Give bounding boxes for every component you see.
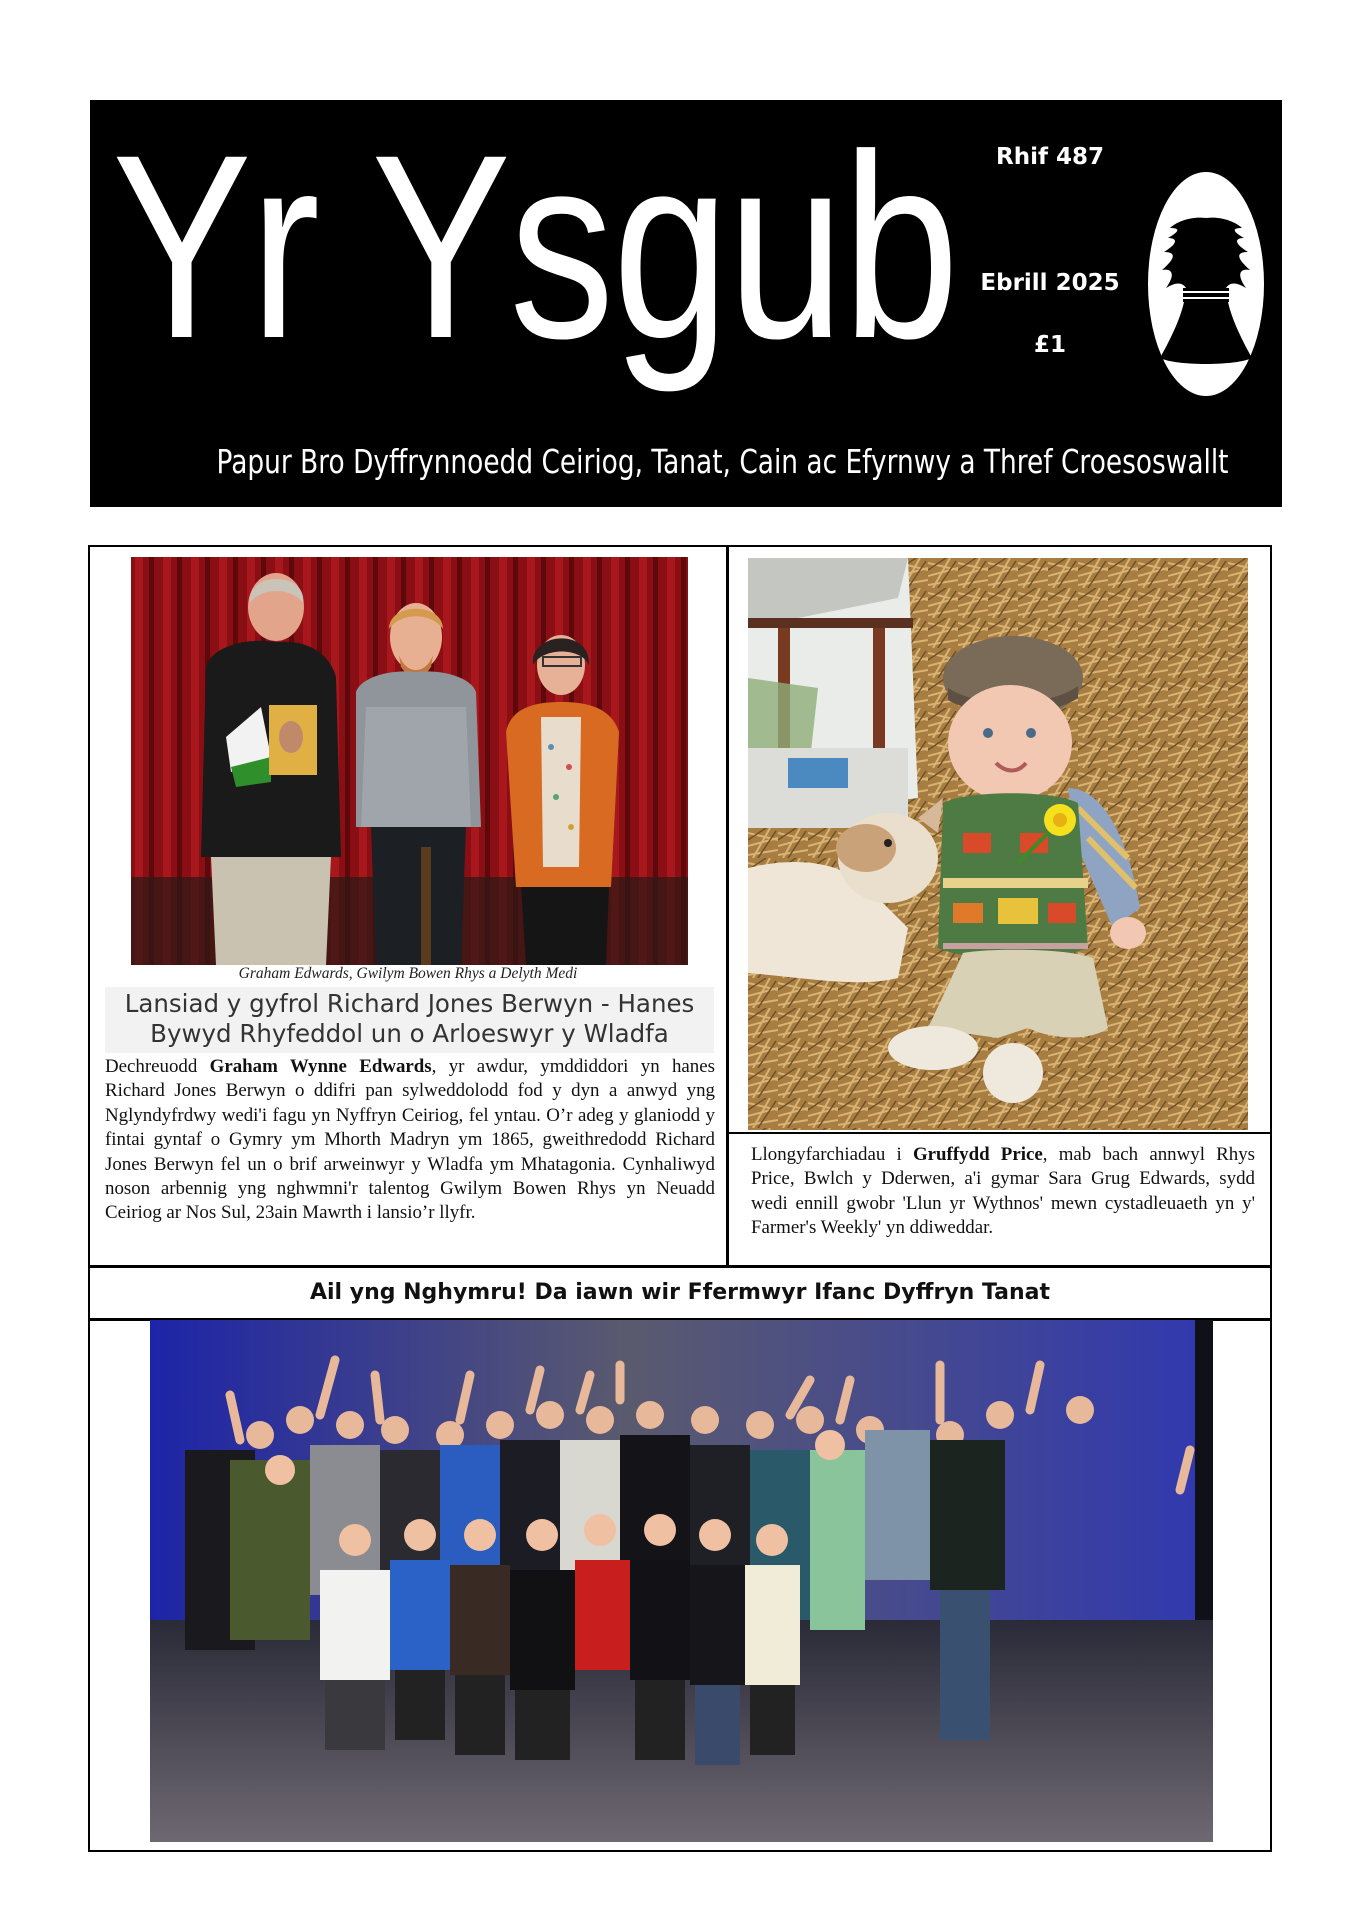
wheat-sheaf-icon — [1146, 170, 1266, 398]
article-body: Dechreuodd Graham Wynne Edwards, yr awdur, ymddiddori yn hanes Richard Jones Berwyn o ddifri pan sylweddolodd fod y dyn a anwyd yng Nglyndyfrdwy wedi'i fagu yn Nyffryn Ceiriog, fel yntau. O’r adeg y glaniodd y fintai gyntaf o Gymry ym Mhorth Madryn ym 1865, gweithredodd Richard Jones Berwyn fel un o brif arweinwyr y Wladfa ym Mhatagonia. Cynhaliwyd noson arbennig yng nghwmni'r talentog Gwilym Bowen Rhys yn Neuadd Ceiriog ar Nos Sul, 23ain Mawrth i lansio’r llyfr. — [105, 1056, 715, 1224]
article-body: Llongyfarchiadau i Gruffydd Price, mab bach annwyl Rhys Price, Bwlch y Dderwen, a'i gymar Sara Grug Edwards, sydd wedi ennill gwobr 'Llun yr Wythnos' mewn cystadleuaeth yn y' Farmer's Weekly' yn ddiweddar. — [751, 1144, 1256, 1239]
young-farmers-group-photo — [150, 1320, 1213, 1842]
column-divider — [726, 547, 729, 1265]
book-launch-photo — [131, 557, 688, 965]
author-name: Graham Wynne Edwards — [209, 1056, 432, 1077]
publication-subtitle: Papur Bro Dyffrynnoedd Ceiriog, Tanat, Cain ac Efyrnwy a Thref Croesoswallt — [216, 442, 1229, 481]
front-page-content — [88, 545, 1272, 1852]
caption-divider — [728, 1132, 1270, 1134]
article-headline: Ail yng Nghymru! Da iawn wir Ffermwyr Ifanc Dyffryn Tanat — [309, 1280, 1051, 1305]
masthead — [90, 100, 1282, 507]
baby-lamb-photo — [748, 558, 1248, 1130]
issue-price: £1 — [1033, 332, 1066, 358]
photo-caption: Graham Edwards, Gwilym Bowen Rhys a Delyth Medi — [238, 965, 578, 982]
article-headline: Lansiad y gyfrol Richard Jones Berwyn - Hanes Bywyd Rhyfeddol un o Arloeswyr y Wladfa — [105, 987, 714, 1053]
issue-number: Rhif 487 — [996, 144, 1104, 170]
child-name: Gruffydd Price — [912, 1144, 1043, 1165]
publication-title: Yr Ysgub — [112, 100, 958, 393]
issue-date: Ebrill 2025 — [980, 270, 1120, 296]
